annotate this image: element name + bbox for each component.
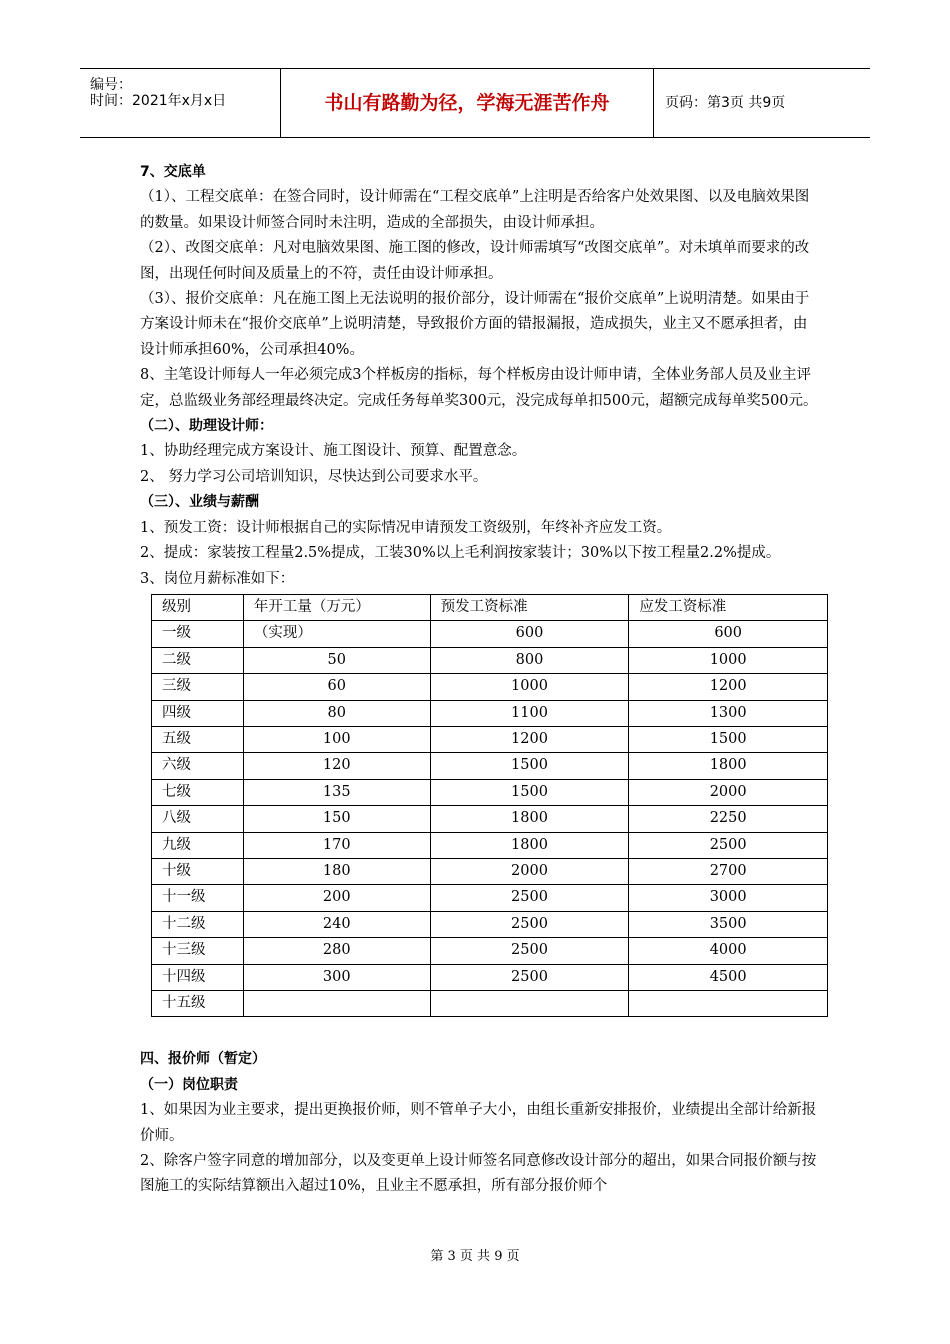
table-cell: 600 — [629, 621, 828, 647]
table-cell: 1800 — [430, 832, 629, 858]
table-cell: 七级 — [152, 779, 244, 805]
table-row — [152, 832, 828, 858]
page-header — [80, 68, 870, 138]
header-meta — [80, 69, 280, 137]
paragraph: 2、 努力学习公司培训知识，尽快达到公司要求水平。 — [140, 468, 488, 485]
table-row — [152, 911, 828, 937]
table-cell: 1100 — [430, 700, 629, 726]
table-cell: 135 — [243, 779, 430, 805]
table-cell: 六级 — [152, 753, 244, 779]
doc-number-label: 编号： — [90, 77, 132, 93]
table-cell: 150 — [243, 806, 430, 832]
table-header-cell: 级别 — [152, 594, 244, 620]
page-footer: 第 3 页 共 9 页 — [430, 1249, 520, 1264]
table-cell: 2500 — [430, 885, 629, 911]
table-cell: 五级 — [152, 726, 244, 752]
section-subtitle: （一）岗位职责 — [140, 1076, 238, 1093]
table-header-row — [152, 594, 828, 620]
table-row — [152, 647, 828, 673]
paragraph: 2、除客户签字同意的增加部分，以及变更单上设计师签名同意修改设计部分的超出，如果合同报价额与按图施工的实际结算额出入超过10%，且业主不愿承担，所有部分报价师个 — [140, 1153, 817, 1195]
table-row — [152, 885, 828, 911]
table-cell: 280 — [243, 938, 430, 964]
table-cell: （实现） — [243, 621, 430, 647]
table-cell: 120 — [243, 753, 430, 779]
table-row — [152, 938, 828, 964]
table-row — [152, 964, 828, 990]
table-cell — [430, 991, 629, 1017]
table-cell: 4000 — [629, 938, 828, 964]
table-cell: 100 — [243, 726, 430, 752]
table-cell: 十四级 — [152, 964, 244, 990]
table-cell — [629, 991, 828, 1017]
paragraph: 3、岗位月薪标准如下： — [140, 570, 295, 587]
table-cell: 十二级 — [152, 911, 244, 937]
table-cell: 1500 — [629, 726, 828, 752]
table-header-cell: 预发工资标准 — [430, 594, 629, 620]
paragraph: 1、如果因为业主要求，提出更换报价师，则不管单子大小，由组长重新安排报价，业绩提出全部计给新报价师。 — [140, 1102, 817, 1144]
table-cell: 1800 — [629, 753, 828, 779]
section-title: （三）、业绩与薪酬 — [140, 494, 259, 511]
paragraph: （1）、工程交底单：在签合同时，设计师需在“工程交底单”上注明是否给客户处效果图、以及电脑效果图的数量。如果设计师签合同时未注明，造成的全部损失，由设计师承担。 — [140, 189, 810, 231]
table-cell: 1500 — [430, 779, 629, 805]
paragraph: 1、协助经理完成方案设计、施工图设计、预算、配置意念。 — [140, 443, 527, 460]
table-cell: 300 — [243, 964, 430, 990]
table-cell — [243, 991, 430, 1017]
table-cell: 800 — [430, 647, 629, 673]
header-motto: 书山有路勤为径，学海无涯苦作舟 — [280, 69, 654, 137]
doc-time-label: 时间：2021年x月x日 — [90, 93, 227, 109]
table-cell: 四级 — [152, 700, 244, 726]
table-cell: 2000 — [629, 779, 828, 805]
table-header-cell: 应发工资标准 — [629, 594, 828, 620]
table-cell: 2500 — [430, 938, 629, 964]
table-row — [152, 726, 828, 752]
section-title: 7、交底单 — [140, 164, 206, 180]
table-cell: 2500 — [430, 964, 629, 990]
table-cell: 二级 — [152, 647, 244, 673]
table-cell: 180 — [243, 858, 430, 884]
table-cell: 2250 — [629, 806, 828, 832]
table-cell: 1000 — [430, 674, 629, 700]
table-row — [152, 621, 828, 647]
table-row — [152, 858, 828, 884]
table-cell: 十一级 — [152, 885, 244, 911]
table-cell: 240 — [243, 911, 430, 937]
table-cell: 2700 — [629, 858, 828, 884]
table-cell: 600 — [430, 621, 629, 647]
salary-table — [151, 594, 828, 1018]
paragraph: 1、预发工资：设计师根据自己的实际情况申请预发工资级别，年终补齐应发工资。 — [140, 519, 672, 536]
table-cell: 60 — [243, 674, 430, 700]
table-cell: 三级 — [152, 674, 244, 700]
section-title: （二）、助理设计师： — [140, 418, 273, 435]
table-cell: 十三级 — [152, 938, 244, 964]
paragraph: 8、主笔设计师每人一年必须完成3个样板房的指标，每个样板房由设计师申请，全体业务部人员及业主评定，总监级业务部经理最终决定。完成任务每单奖300元，没完成每单扣500元，超额完成每单奖500元。 — [140, 367, 818, 409]
table-cell: 十五级 — [152, 991, 244, 1017]
table-cell: 2500 — [430, 911, 629, 937]
header-page-number: 页码：第3页 共9页 — [665, 95, 786, 111]
table-cell: 十级 — [152, 858, 244, 884]
section-title: 四、报价师（暂定） — [140, 1051, 266, 1068]
table-cell: 1200 — [629, 674, 828, 700]
table-row — [152, 700, 828, 726]
table-cell: 50 — [243, 647, 430, 673]
table-cell: 1500 — [430, 753, 629, 779]
table-cell: 2000 — [430, 858, 629, 884]
table-row — [152, 779, 828, 805]
table-cell: 1300 — [629, 700, 828, 726]
table-row — [152, 991, 828, 1017]
paragraph: （2）、改图交底单：凡对电脑效果图、施工图的修改，设计师需填写“改图交底单”。对未填单而要求的改图，出现任何时间及质量上的不符，责任由设计师承担。 — [140, 240, 810, 282]
table-cell: 九级 — [152, 832, 244, 858]
table-row — [152, 753, 828, 779]
table-cell: 3000 — [629, 885, 828, 911]
table-cell: 4500 — [629, 964, 828, 990]
paragraph: 2、提成：家装按工程量2.5%提成，工装30%以上毛利润按家装计；30%以下按工程量2.2%提成。 — [140, 545, 781, 562]
table-header-cell: 年开工量（万元） — [243, 594, 430, 620]
table-cell: 200 — [243, 885, 430, 911]
table-cell: 80 — [243, 700, 430, 726]
table-cell: 八级 — [152, 806, 244, 832]
table-cell: 3500 — [629, 911, 828, 937]
table-cell: 1000 — [629, 647, 828, 673]
table-cell: 1800 — [430, 806, 629, 832]
table-cell: 一级 — [152, 621, 244, 647]
paragraph: （3）、报价交底单：凡在施工图上无法说明的报价部分，设计师需在“报价交底单”上说明清楚。如果由于方案设计师未在“报价交底单”上说明清楚，导致报价方面的错报漏报，造成损失，业主又不愿承担者，由设计师承担60%，公司承担40%。 — [140, 291, 810, 358]
table-cell: 2500 — [629, 832, 828, 858]
table-cell: 1200 — [430, 726, 629, 752]
table-cell: 170 — [243, 832, 430, 858]
table-row — [152, 674, 828, 700]
table-row — [152, 806, 828, 832]
document-body — [140, 160, 820, 1200]
